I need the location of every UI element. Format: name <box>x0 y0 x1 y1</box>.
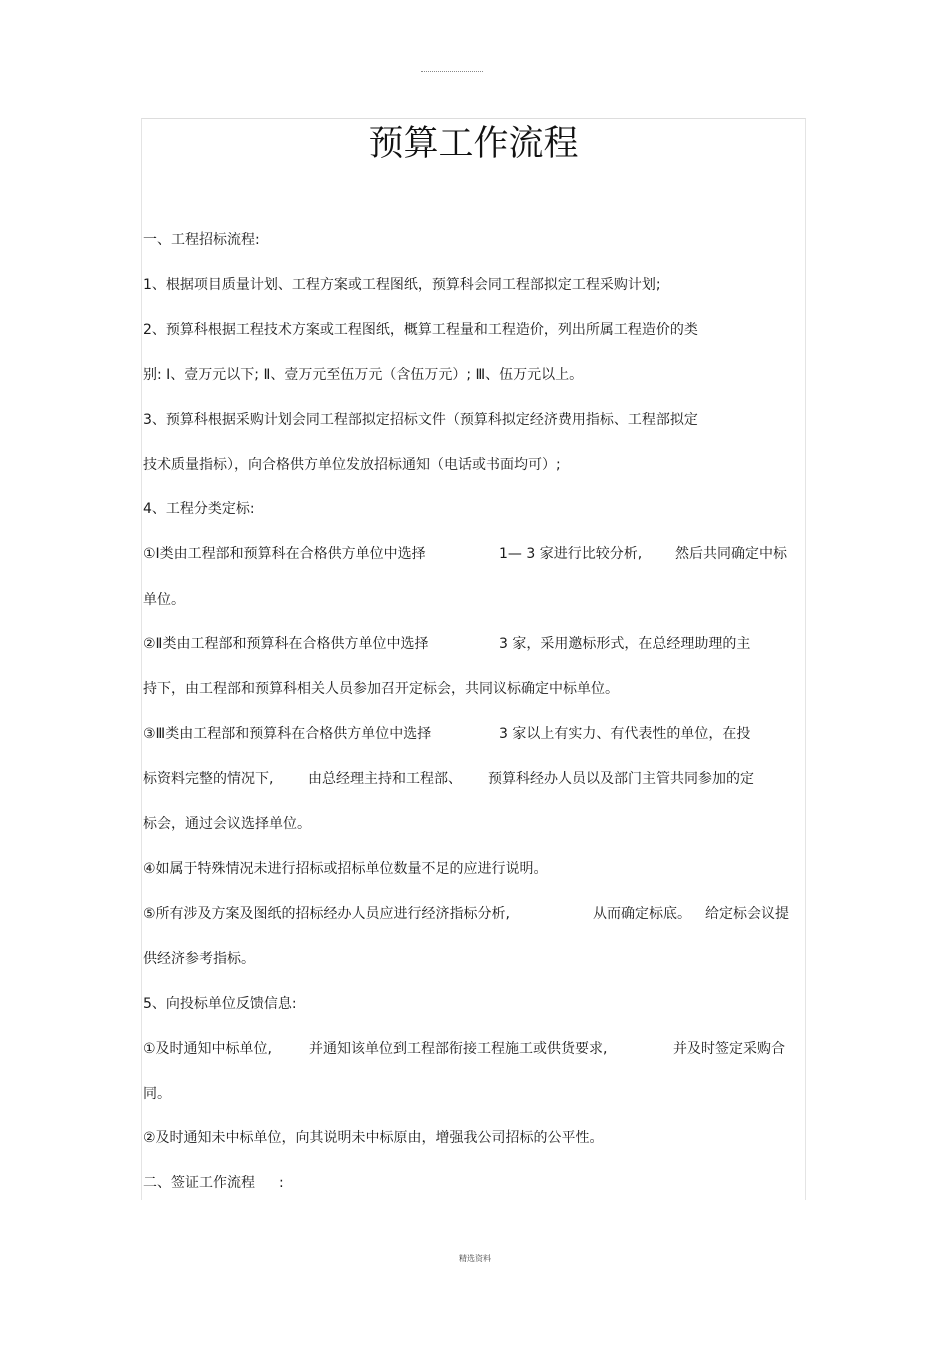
text-segment: ②及时通知未中标单位，向其说明未中标原由，增强我公司招标的公平性。 <box>143 1130 604 1146</box>
text-segment: ④如属于特殊情况未进行招标或招标单位数量不足的应进行说明。 <box>143 861 548 877</box>
text-segment: 预算科经办人员以及部门主管共同参加的定 <box>488 771 754 787</box>
text-segment: 别: Ⅰ、壹万元以下; Ⅱ、壹万元至伍万元（含伍万元）; Ⅲ、伍万元以上。 <box>143 367 584 383</box>
header-dotted-rule <box>421 71 483 72</box>
text-segment: 从而确定标底。 <box>593 906 691 922</box>
text-segment: 由总经理主持和工程部、 <box>308 771 462 787</box>
text-segment: 标资料完整的情况下, <box>143 771 274 787</box>
text-segment: 一、工程招标流程: <box>143 232 260 248</box>
text-segment: ①及时通知中标单位, <box>143 1041 273 1057</box>
document-title: 预算工作流程 <box>368 124 579 164</box>
text-segment: 3 家，采用邀标形式，在总经理助理的主 <box>499 636 751 652</box>
text-segment: 供经济参考指标。 <box>143 951 255 967</box>
text-segment: 4、工程分类定标: <box>143 501 255 517</box>
text-segment: 1— 3 家进行比较分析, <box>499 546 643 562</box>
text-segment: 并及时签定采购合 <box>673 1041 785 1057</box>
text-segment: 1、根据项目质量计划、工程方案或工程图纸，预算科会同工程部拟定工程采购计划; <box>143 277 661 293</box>
text-segment: 同。 <box>143 1086 171 1102</box>
text-segment: 持下，由工程部和预算科相关人员参加召开定标会，共同议标确定中标单位。 <box>143 681 619 697</box>
text-segment: 标会，通过会议选择单位。 <box>143 816 311 832</box>
text-segment: ③Ⅲ类由工程部和预算科在合格供方单位中选择 <box>143 726 432 742</box>
text-segment: 5、向投标单位反馈信息: <box>143 996 297 1012</box>
text-segment: ⑤所有涉及方案及图纸的招标经办人员应进行经济指标分析, <box>143 906 510 922</box>
text-segment: ①Ⅰ类由工程部和预算科在合格供方单位中选择 <box>143 546 426 562</box>
text-segment: 然后共同确定中标 <box>675 546 787 562</box>
text-segment: 给定标会议提 <box>705 906 789 922</box>
text-segment: 3、预算科根据采购计划会同工程部拟定招标文件（预算科拟定经济费用指标、工程部拟定 <box>143 412 698 428</box>
text-segment: 并通知该单位到工程部衔接工程施工或供货要求, <box>309 1041 608 1057</box>
text-segment: 3 家以上有实力、有代表性的单位，在投 <box>499 726 751 742</box>
text-segment: 二、签证工作流程 <box>143 1175 255 1191</box>
text-segment: 技术质量指标），向合格供方单位发放招标通知（电话或书面均可）; <box>143 457 561 473</box>
text-segment: : <box>279 1175 284 1191</box>
page-footer: 精选资料 <box>459 1254 491 1263</box>
text-segment: ②Ⅱ类由工程部和预算科在合格供方单位中选择 <box>143 636 429 652</box>
text-segment: 2、预算科根据工程技术方案或工程图纸，概算工程量和工程造价，列出所属工程造价的类 <box>143 322 698 338</box>
text-segment: 单位。 <box>143 592 185 608</box>
